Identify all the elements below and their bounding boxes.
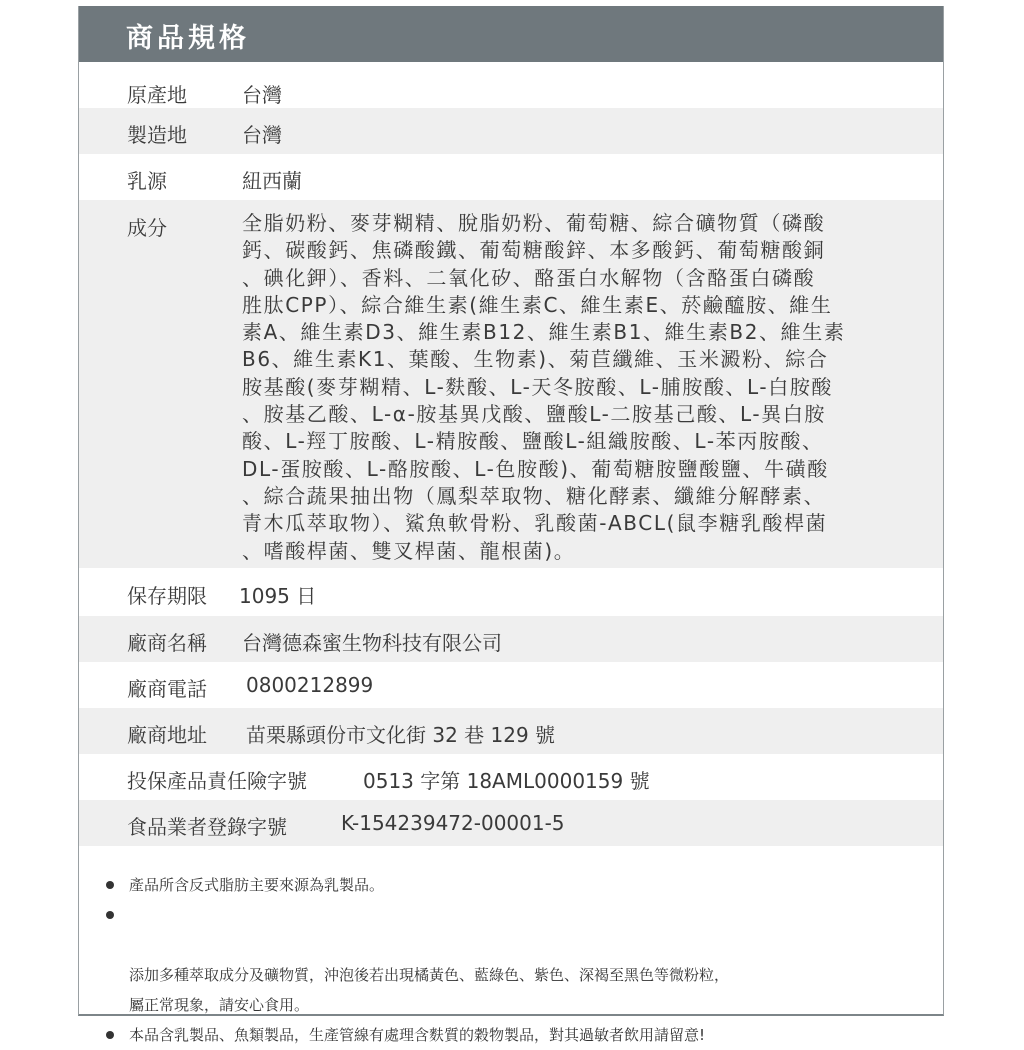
- spec-row-address: [79, 708, 943, 754]
- spec-row-milk-source: [79, 154, 943, 200]
- spec-label-manufacture: 製造地: [127, 123, 187, 147]
- bullet-dot-icon: [106, 911, 114, 919]
- spec-label-phone: 廠商電話: [127, 677, 207, 701]
- spec-row-phone: [79, 662, 943, 708]
- spec-value-ingredients: 全脂奶粉、麥芽糊精、脫脂奶粉、葡萄糖、綜合礦物質（磷酸 鈣、碳酸鈣、焦磷酸鐵、葡萄糖酸鋅、本多酸鈣、葡萄糖酸銅 、碘化鉀）、香料、二氧化矽、酪蛋白水解物（含酪蛋白磷酸 胜肽CPP）、綜合維生素(維生素C、維生素E、菸鹼醯胺、維生 素A、維生素D3、維生素B12、維生素B1、維生素B2、維生素 B6、維生素K1、葉酸、生物素)、菊苣纖維、玉米澱粉、綜合 胺基酸(麥芽糊精、L-麩酸、L-天冬胺酸、L-脯胺酸、L-白胺酸 、胺基乙酸、L-α-胺基異戊酸、鹽酸L-二胺基己酸、L-異白胺 酸、L-羥丁胺酸、L-精胺酸、鹽酸L-組織胺酸、L-苯丙胺酸、 DL-蛋胺酸、L-酪胺酸、L-色胺酸)、葡萄糖胺鹽酸鹽、牛磺酸 、綜合蔬果抽出物（鳳梨萃取物、糖化酵素、纖維分解酵素、 青木瓜萃取物）、鯊魚軟骨粉、乳酸菌-ABCL(鼠李糖乳酸桿菌 、嗜酸桿菌、雙叉桿菌、龍根菌)。: [242, 211, 846, 563]
- spec-row-registration: [79, 800, 943, 846]
- spec-label-milk-source: 乳源: [127, 169, 167, 193]
- spec-title: 商品規格: [126, 23, 250, 54]
- spec-table: [79, 62, 943, 846]
- spec-value-origin: 台灣: [242, 83, 282, 107]
- spec-row-company: [79, 616, 943, 662]
- spec-value-insurance: 0513 字第 18AML0000159 號: [363, 769, 650, 793]
- spec-row-manufacture: [79, 108, 943, 154]
- spec-row-ingredients: [79, 200, 943, 568]
- spec-row-origin: [79, 62, 943, 108]
- spec-value-manufacture: 台灣: [242, 123, 282, 147]
- spec-panel: [78, 6, 944, 1044]
- spec-row-insurance: [79, 754, 943, 800]
- note-text: 添加多種萃取成分及礦物質，沖泡後若出現橘黃色、藍綠色、紫色、深褐至黑色等微粉粒， 屬正常現象，請安心食用。: [129, 966, 730, 1014]
- note-text: 本品含乳製品、魚類製品，生產管線有處理含麩質的穀物製品，對其過敏者飲用請留意!: [129, 1026, 706, 1044]
- spec-label-registration: 食品業者登錄字號: [127, 815, 287, 839]
- spec-label-insurance: 投保產品責任險字號: [127, 769, 307, 793]
- spec-value-company: 台灣德森蜜生物科技有限公司: [242, 631, 502, 655]
- bullet-dot-icon: [106, 1031, 114, 1039]
- spec-label-shelf-life: 保存期限: [127, 584, 207, 608]
- note-item: [101, 1020, 931, 1050]
- spec-row-shelf-life: [79, 568, 943, 616]
- spec-label-origin: 原產地: [127, 83, 187, 107]
- note-item: [101, 900, 931, 1020]
- spec-header: [79, 6, 943, 62]
- note-text: 產品所含反式脂肪主要來源為乳製品。: [129, 876, 385, 894]
- note-item: [101, 870, 931, 900]
- spec-label-address: 廠商地址: [127, 723, 207, 747]
- spec-value-address: 苗栗縣頭份市文化街 32 巷 129 號: [246, 723, 556, 747]
- spec-value-milk-source: 紐西蘭: [242, 169, 302, 193]
- spec-value-registration: K-154239472-00001-5: [341, 811, 565, 835]
- spec-value-phone: 0800212899: [246, 673, 374, 697]
- notes-list: [101, 870, 931, 1050]
- spec-label-company: 廠商名稱: [127, 631, 207, 655]
- spec-value-shelf-life: 1095 日: [239, 584, 317, 608]
- bullet-dot-icon: [106, 881, 114, 889]
- spec-label-ingredients: 成分: [127, 216, 167, 240]
